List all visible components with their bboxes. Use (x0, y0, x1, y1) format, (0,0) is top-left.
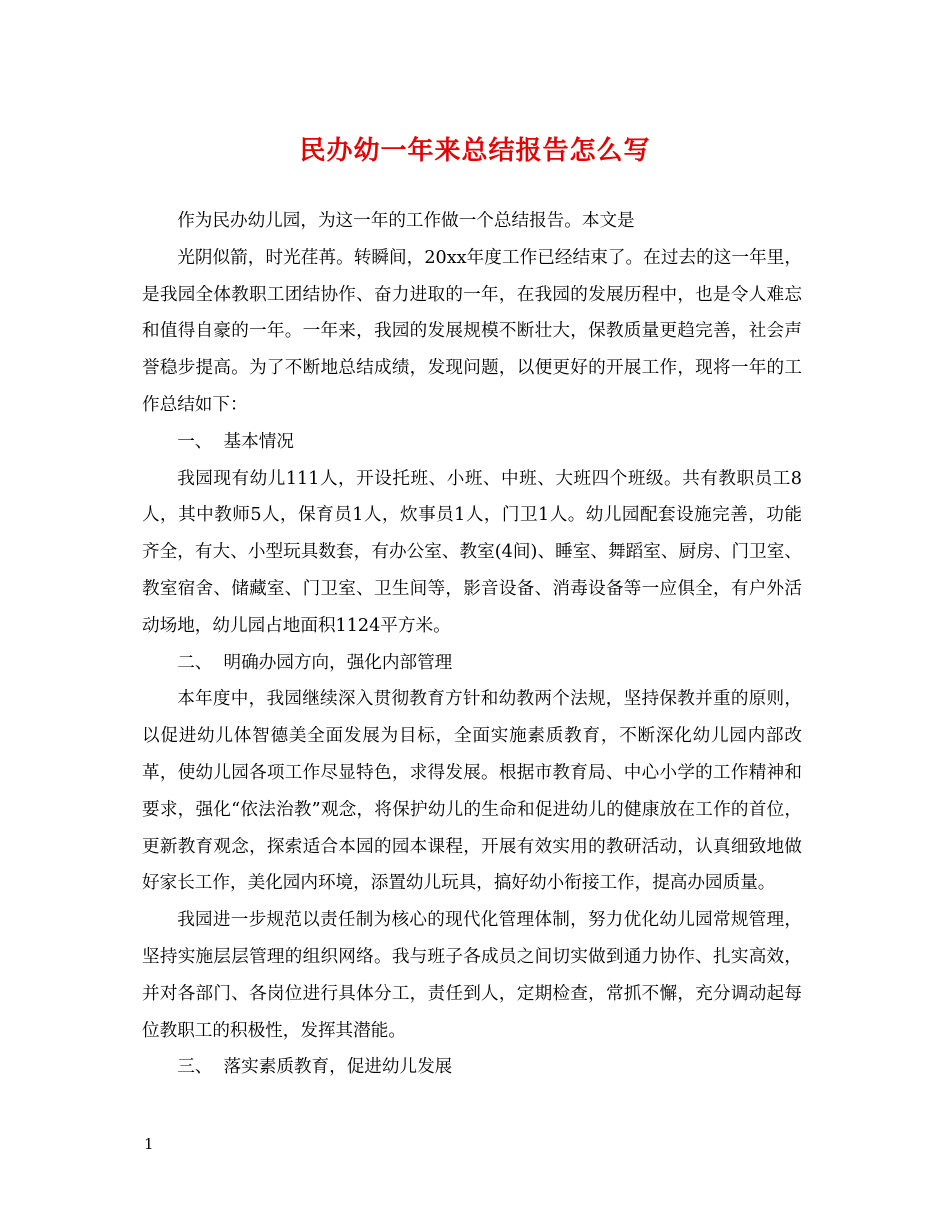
paragraph-management-direction: 本年度中，我园继续深入贯彻教育方针和幼教两个法规，坚持保教并重的原则，以促进幼儿体智德美全面发展为目标，全面实施素质教育，不断深化幼儿园内部改革，使幼儿园各项工作尽显特色，求得发展。根据市教育局、中心小学的工作精神和要求，强化“依法治教”观念，将保护幼儿的生命和促进幼儿的健康放在工作的首位，更新教育观念，探索适合本园的园本课程，开展有效实用的教研活动，认真细致地做好家长工作，美化园内环境，添置幼儿玩具，搞好幼小衔接工作，提高办园质量。 (142, 689, 802, 894)
intro-line: 作为民办幼儿园，为这一年的工作做一个总结报告。本文是 (177, 211, 635, 231)
paragraph-basic-situation: 我园现有幼儿111人，开设托班、小班、中班、大班四个班级。共有教职员工8人，其中教师5人，保育员1人，炊事员1人，门卫1人。幼儿园配套设施完善，功能齐全，有大、小型玩具数套，有办公室、教室(4间)、睡室、舞蹈室、厨房、门卫室、教室宿舍、储藏室、门卫室、卫生间等，影音设备、消毒设备等一应俱全，有户外活动场地，幼儿园占地面积1124平方米。 (142, 468, 802, 636)
page-number: 1 (144, 1135, 154, 1153)
section-heading-quality-education: 三、 落实素质教育，促进幼儿发展 (177, 1057, 453, 1078)
document-body (142, 203, 802, 1086)
paragraph-overview: 光阴似箭，时光荏苒。转瞬间，20xx年度工作已经结束了。在过去的这一年里，是我园全体教职工团结协作、奋力进取的一年，在我园的发展历程中，也是令人难忘和值得自豪的一年。一年来，我园的发展规模不断壮大，保教质量更趋完善，社会声誉稳步提高。为了不断地总结成绩，发现问题，以便更好的开展工作，现将一年的工作总结如下： (142, 247, 802, 415)
document-title: 民办幼一年来总结报告怎么写 (299, 136, 651, 166)
section-heading-management: 二、 明确办园方向，强化内部管理 (177, 652, 453, 673)
section-heading-basic-situation: 一、 基本情况 (177, 431, 294, 452)
paragraph-management-system: 我园进一步规范以责任制为核心的现代化管理体制，努力优化幼儿园常规管理，坚持实施层层管理的组织网络。我与班子各成员之间切实做到通力协作、扎实高效，并对各部门、各岗位进行具体分工，责任到人，定期检查，常抓不懈，充分调动起每位教职工的积极性，发挥其潜能。 (142, 910, 802, 1041)
